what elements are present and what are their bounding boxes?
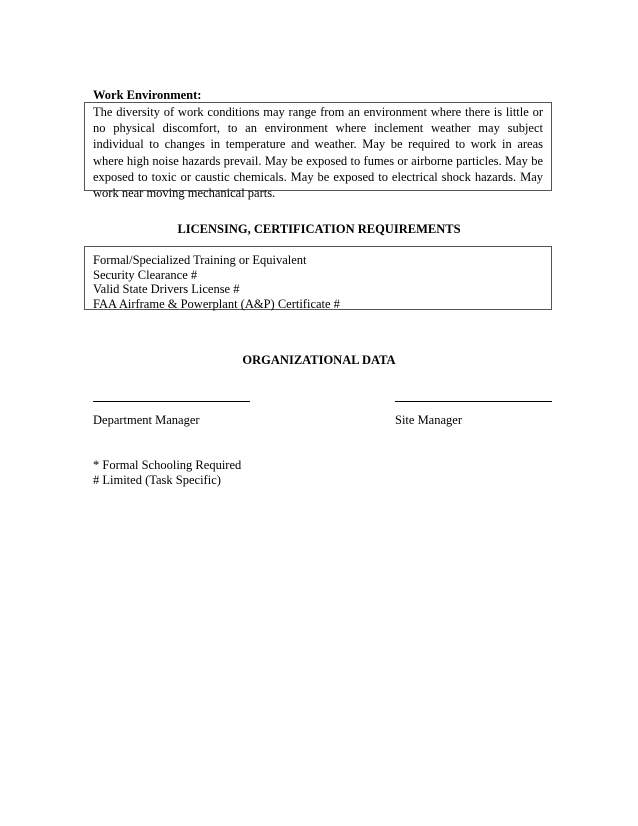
department-manager-label: Department Manager bbox=[93, 413, 200, 427]
site-manager-signature-line bbox=[395, 401, 552, 402]
work-environment-description: The diversity of work conditions may range from an environment where there is little or no physical discomfort, to an environment where inclement weather may subject individual to changes in temperature and weather. May be required to work in areas where high noise hazards prevail. May be exposed to fumes or airborne particles. May be exposed to toxic or caustic chemicals. May be exposed to electrical shock hazards. May work near moving mechanical parts. bbox=[84, 102, 552, 191]
licensing-requirements-box bbox=[84, 246, 552, 310]
organizational-data-heading: ORGANIZATIONAL DATA bbox=[242, 353, 396, 367]
site-manager-label: Site Manager bbox=[395, 413, 462, 427]
footnote: # Limited (Task Specific) bbox=[93, 472, 221, 487]
licensing-heading: LICENSING, CERTIFICATION REQUIREMENTS bbox=[177, 222, 461, 236]
licensing-item: FAA Airframe & Powerplant (A&P) Certificate # bbox=[93, 296, 340, 311]
department-manager-signature-line bbox=[93, 401, 250, 402]
footnotes bbox=[93, 458, 241, 487]
licensing-item: Valid State Drivers License # bbox=[93, 282, 240, 297]
licensing-item: Security Clearance # bbox=[93, 267, 198, 282]
work-environment-heading: Work Environment: bbox=[93, 88, 202, 102]
footnote: * Formal Schooling Required bbox=[93, 458, 242, 472]
licensing-item: Formal/Specialized Training or Equivalent bbox=[93, 253, 307, 267]
